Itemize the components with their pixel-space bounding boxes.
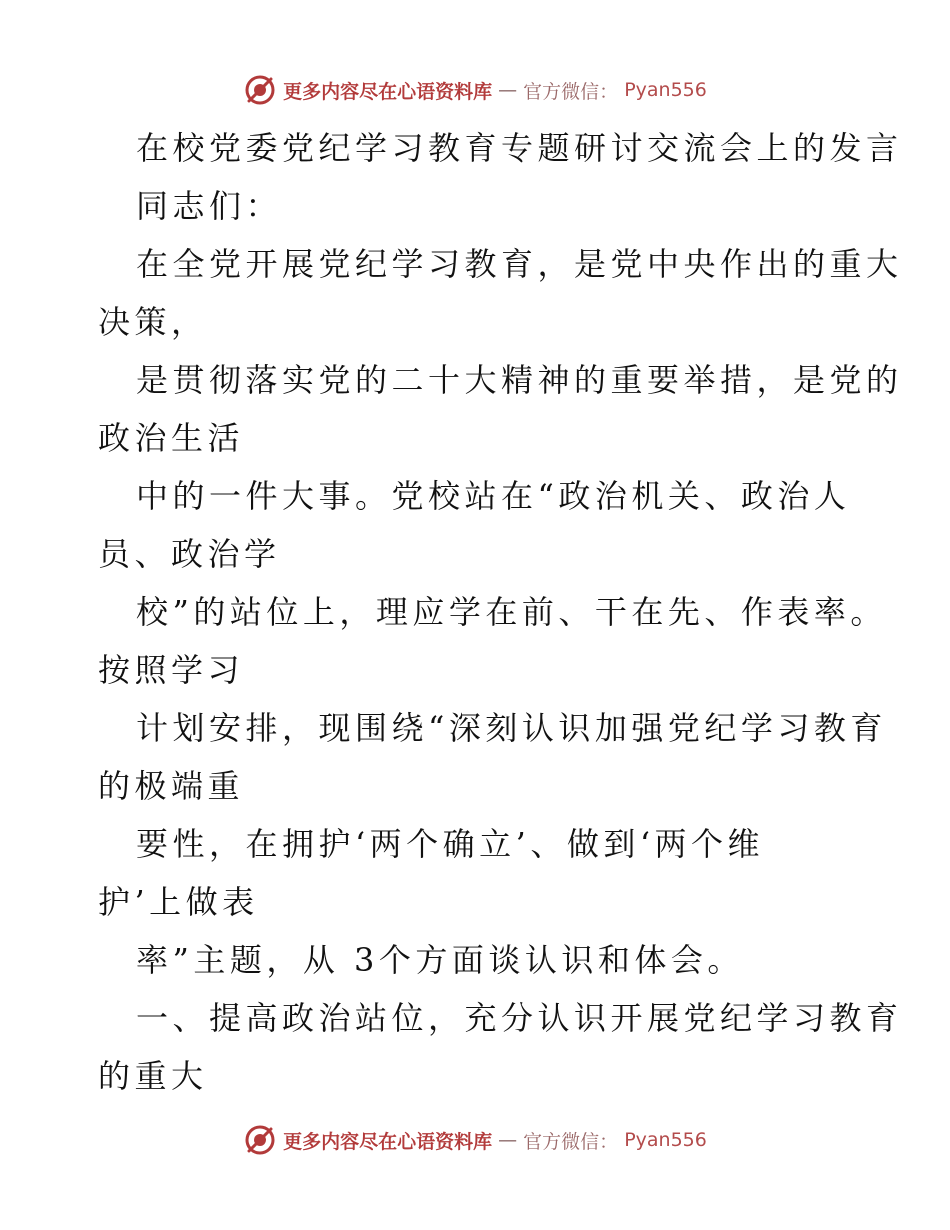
logo-icon (243, 1123, 277, 1157)
paragraph-line: 是贯彻落实党的二十大精神的重要举措，是党的 (136, 361, 903, 399)
watermark-wechat-id: Pyan556 (624, 79, 707, 101)
paragraph-line: 护’上做表 (98, 883, 259, 921)
paragraph-line: 要性，在拥护‘两个确立’、做到‘两个维 (136, 825, 765, 863)
watermark-footer (0, 1120, 950, 1160)
watermark-separator: — (498, 79, 518, 101)
document-body (98, 124, 903, 1110)
paragraph-line: 的极端重 (98, 767, 245, 805)
paragraph-line: 校”的站位上，理应学在前、干在先、作表率。 (136, 593, 887, 631)
watermark-wechat-label: 官方微信： (523, 1130, 619, 1153)
paragraph-line: 率”主题，从 3个方面谈认识和体会。 (136, 941, 744, 979)
watermark-main-text: 更多内容尽在心语资料库 (283, 80, 493, 103)
watermark-separator: — (498, 1129, 518, 1151)
section-heading-line: 的重大 (98, 1057, 208, 1095)
watermark-header (0, 70, 950, 110)
paragraph-line: 决策， (98, 303, 208, 341)
paragraph-line: 在全党开展党纪学习教育，是党中央作出的重大 (136, 245, 903, 283)
section-heading-line: 一、提高政治站位，充分认识开展党纪学习教育 (136, 999, 903, 1037)
document-title: 在校党委党纪学习教育专题研讨交流会上的发言 (136, 129, 903, 167)
watermark-wechat-id: Pyan556 (624, 1129, 707, 1151)
watermark-main-text: 更多内容尽在心语资料库 (283, 1130, 493, 1153)
paragraph-line: 按照学习 (98, 651, 245, 689)
salutation: 同志们： (136, 187, 283, 225)
paragraph-line: 政治生活 (98, 419, 245, 457)
paragraph-line: 计划安排，现围绕“深刻认识加强党纪学习教育 (136, 709, 887, 747)
paragraph-line: 中的一件大事。党校站在“政治机关、政治人 (136, 477, 851, 515)
logo-icon (243, 73, 277, 107)
paragraph-line: 员、政治学 (98, 535, 281, 573)
watermark-wechat-label: 官方微信： (523, 80, 619, 103)
